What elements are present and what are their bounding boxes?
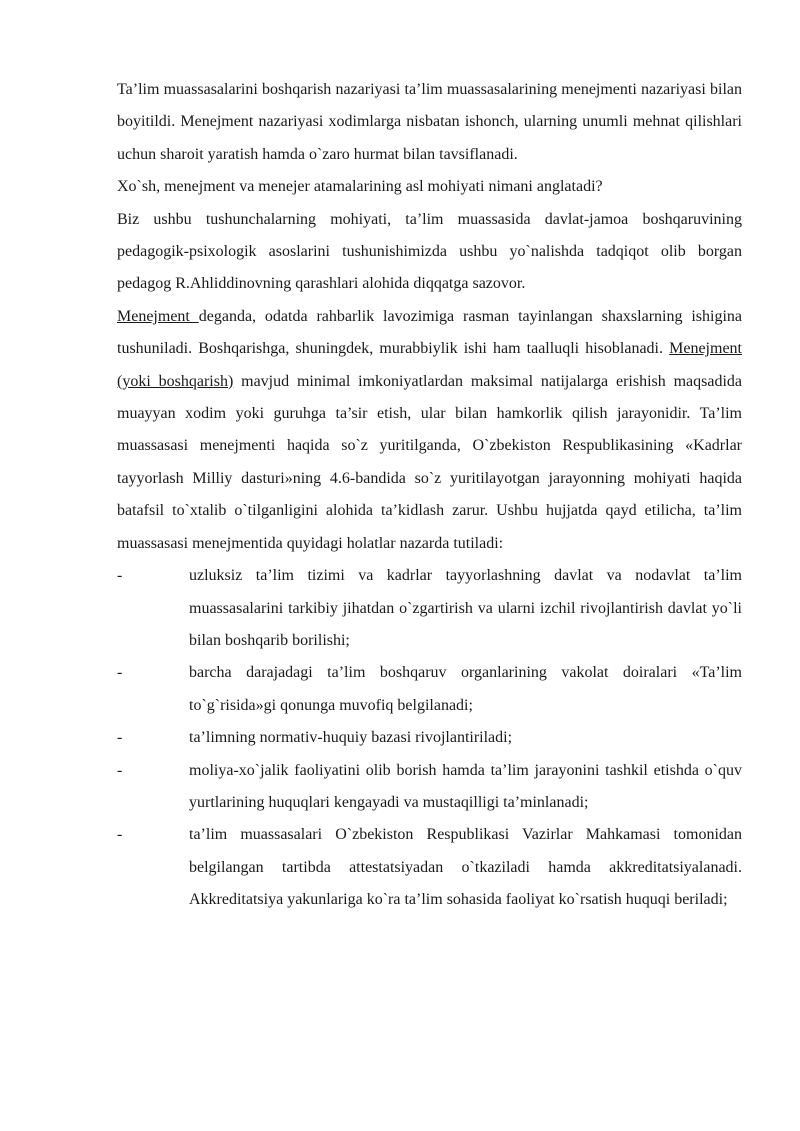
paragraph-ahliddinov: Biz ushbu tushunchalarning mohiyati, ta’lim muassasida davlat-jamoa boshqaruvining pedagogik-psixologik asoslarini tushunishimizda ushbu yo`nalishda tadqiqot olib borgan pedagog R.Ahliddinovning qarashlari alohida diqqatga sazovor. [117,210,742,293]
list-item [117,722,742,754]
list-item-text: ta’limning normativ-huquiy bazasi rivojlantiriladi; [189,729,513,747]
paragraph-question: Xo`sh, menejment va menejer atamalarining asl mohiyati nimani anglatadi? [117,178,603,196]
list-item [117,755,742,820]
list-item-text: ta’lim muassasalari O`zbekiston Respublikasi Vazirlar Mahkamasi tomonidan belgilangan tartibda attestatsiyadan o`tkaziladi hamda akkreditatsiyalanadi. Akkreditatsiya yakunlariga ko`ra ta’lim sohasida faoliyat ko`rsatish huquqi beriladi; [189,826,742,909]
list-dash: - [117,826,123,844]
paragraph-menejment-definition [117,301,742,560]
list-item-text: moliya-xo`jalik faoliyatini olib borish hamda ta’lim jarayonini tashkil etishda o`quv yurtlarining huquqlari kengayadi va mustaqilligi ta’minlanadi; [189,761,742,811]
list-item [117,560,742,657]
paragraph-intro: Ta’lim muassasalarini boshqarish nazariyasi ta’lim muassasalarining menejmenti nazariyasi bilan boyitildi. Menejment nazariyasi xodimlarga nisbatan ishonch, ularning unumli mehnat qilishlari uchun sharoit yaratish hamda o`zaro hurmat bilan tavsiflanadi. [117,81,742,163]
list-dash: - [117,567,123,585]
list-item-text: uzluksiz ta’lim tizimi va kadrlar tayyorlashning davlat va nodavlat ta’lim muassasalarini tarkibiy jihatdan o`zgartirish va ularni izchil rivojlantirish davlat yo`li bilan boshqarib borilishi; [189,567,742,649]
list-dash: - [117,729,123,747]
list-item-text: barcha darajadagi ta’lim boshqaruv organlarining vakolat doiralari «Ta’lim to`g`risida»gi qonunga muvofiq belgilanadi; [189,664,742,714]
list-dash: - [117,761,123,779]
list-dash: - [117,664,123,682]
term-menejment: Menejment [117,307,199,325]
list-item [117,819,742,916]
list-item [117,657,742,722]
document-page [117,74,742,917]
definition-text-b: mavjud minimal imkoniyatlardan maksimal natijalarga erishish maqsadida muayyan xodim yoki guruhga ta’sir etish, ular bilan hamkorlik qilish jarayonidir. Ta’lim muassasasi menejmenti haqida so`z yuritilganda, O`zbekiston Respublikasining «Kadrlar tayyorlash Milliy dasturi»ning 4.6-bandida so`z yuritilayotgan jarayonning mohiyati haqida batafsil to`xtalib o`tilganligini alohida ta’kidlash zarur. Ushbu hujjatda qayd etilicha, ta’lim muassasasi menejmentida quyidagi holatlar nazarda tutiladi: [117,372,742,552]
definition-text-a: deganda, odatda rahbarlik lavozimiga rasman tayinlangan shaxslarning ishigina tushuniladi. Boshqarishga, shuningdek, murabbiylik ishi ham taalluqli hisoblanadi. [117,307,743,358]
term-menejment-boshqarish: Menejment (yoki boshqarish) [117,340,742,390]
